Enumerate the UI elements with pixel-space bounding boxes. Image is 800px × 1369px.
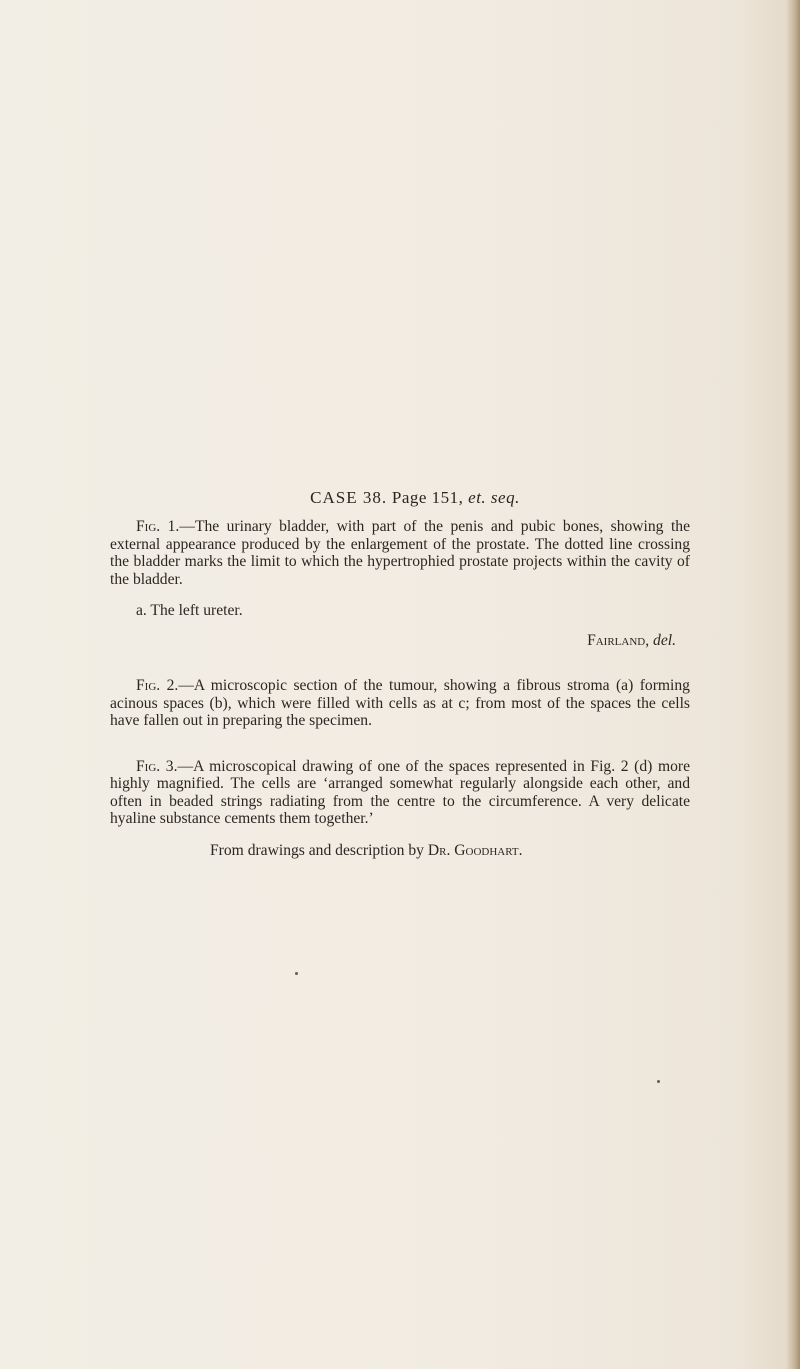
fig3-credit (110, 842, 690, 860)
fig1-label: Fig. 1. (136, 518, 180, 535)
case-heading (110, 488, 690, 508)
fig1-credit (110, 632, 690, 650)
fig3-label: Fig. 3. (136, 757, 178, 775)
paper-speck (295, 972, 298, 975)
fig1-text: —The urinary bladder, with part of the penis and pubic bones, showing the external appearance produced by the enlargement of the prostate. The dotted line crossing the bladder marks the limit to which the hypertrophied prostate projects within the cavity of the bladder. (110, 518, 690, 588)
fig2-caption (110, 677, 690, 730)
fig1-caption (110, 518, 690, 588)
page-edge-shadow (786, 0, 800, 1369)
fig3-text: —A microscopical drawing of one of the spaces represented in Fig. 2 (d) more highly magnified. The cells are ‘arranged somewhat regularly alongside each other, and often in beaded strings radiating from the centre to the circumference. A very delicate hyaline substance cements them together.’ (110, 757, 690, 827)
fig1-item-a: a. The left ureter. (136, 602, 243, 619)
fig3-credit-name: Dr. Goodhart. (427, 841, 523, 859)
plate-description (110, 488, 690, 859)
fig2-text: —A microscopic section of the tumour, showing a fibrous stroma (a) forming acinous spaces (b), which were filled with cells as at c; from most of the spaces the cells have fallen out in preparing the specimen. (110, 677, 690, 729)
fig3-credit-prefix: From drawings and description by (210, 841, 424, 859)
fig3-caption (110, 758, 690, 828)
fig1-credit-del: del. (653, 631, 676, 649)
paper-speck (657, 1080, 660, 1083)
et-seq: et. seq. (468, 488, 520, 507)
case-number: CASE 38. (310, 488, 388, 507)
fig1-credit-name: Fairland, (587, 631, 650, 649)
fig2-label: Fig. 2. (136, 677, 179, 694)
page-reference: Page 151, (391, 488, 464, 507)
